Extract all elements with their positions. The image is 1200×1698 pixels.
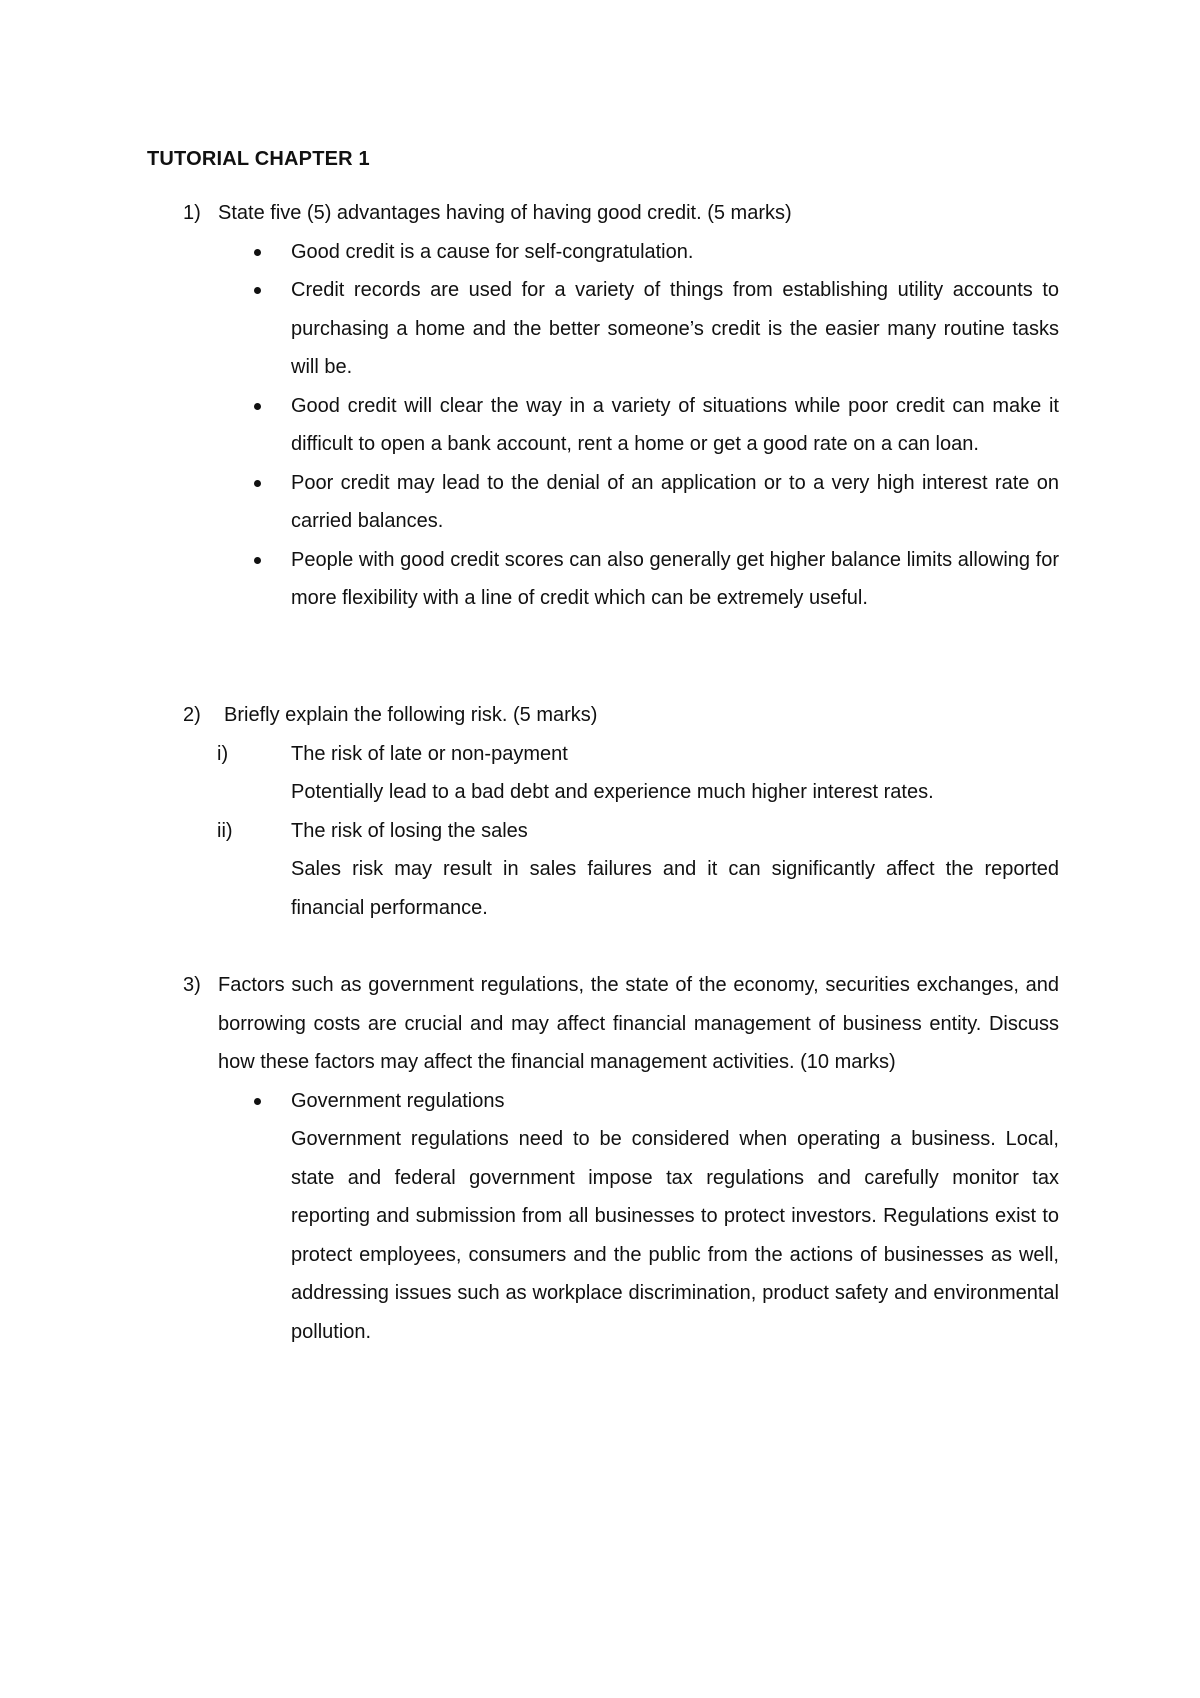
- question-2: [147, 696, 1059, 927]
- roman-numeral: ii): [217, 819, 233, 842]
- question-text: Factors such as government regulations, the state of the economy, securities exchanges, and borrowing costs are crucial and may affect financial management of business entity. Discuss how these factors may affect the financial management activities. (10 marks): [218, 974, 1059, 1073]
- bullet-text: People with good credit scores can also generally get higher balance limits allowing for more flexibility with a line of credit which can be extremely useful.: [291, 548, 1059, 609]
- question-1: [147, 194, 1059, 618]
- question-text: Briefly explain the following risk. (5 marks): [224, 704, 598, 726]
- list-item: [291, 387, 1059, 464]
- risk-answer: Potentially lead to a bad debt and experience much higher interest rates.: [291, 781, 934, 803]
- risk-title: The risk of losing the sales: [291, 819, 528, 842]
- bullet-icon: [254, 557, 261, 564]
- list-item: [291, 271, 1059, 387]
- list-item: [291, 1082, 1059, 1352]
- list-item: [217, 812, 1059, 928]
- list-item: [217, 735, 1059, 812]
- bullet-text: Poor credit may lead to the denial of an application or to a very high interest rate on carried balances.: [291, 471, 1059, 532]
- list-item: [291, 541, 1059, 618]
- page-title: TUTORIAL CHAPTER 1: [147, 148, 370, 170]
- factor-title: Government regulations: [291, 1089, 505, 1112]
- question-text: State five (5) advantages having of having good credit. (5 marks): [218, 202, 792, 224]
- bullet-icon: [254, 480, 261, 487]
- bullet-icon: [254, 287, 261, 294]
- bullet-text: Good credit is a cause for self-congratulation.: [291, 240, 694, 263]
- bullet-icon: [254, 1098, 261, 1105]
- bullet-text: Good credit will clear the way in a variety of situations while poor credit can make it difficult to open a bank account, rent a home or get a good rate on a can loan.: [291, 394, 1059, 455]
- question-3: [147, 966, 1059, 1351]
- roman-numeral: i): [217, 742, 229, 765]
- answer-bullet-list: [147, 233, 1059, 618]
- bullet-text: Credit records are used for a variety of things from establishing utility accounts to purchasing a home and the better someone’s credit is the easier many routine tasks will be.: [291, 279, 1059, 378]
- bullet-icon: [254, 403, 261, 410]
- answer-bullet-list: [147, 1082, 1059, 1352]
- bullet-icon: [254, 249, 261, 256]
- list-item: [291, 464, 1059, 541]
- factor-answer: Government regulations need to be considered when operating a business. Local, state and federal government impose tax regulations and carefully monitor tax reporting and submission from all businesses to protect investors. Regulations exist to protect employees, consumers and the public from the actions of businesses as well, addressing issues such as workplace discrimination, product safety and environmental pollution.: [291, 1128, 1059, 1343]
- risk-answer: Sales risk may result in sales failures and it can significantly affect the reported financial performance.: [291, 858, 1059, 919]
- question-number: 2): [183, 704, 201, 726]
- question-number: 1): [183, 202, 201, 224]
- list-item: [291, 233, 1059, 272]
- question-number: 3): [183, 974, 201, 996]
- risk-title: The risk of late or non-payment: [291, 742, 568, 765]
